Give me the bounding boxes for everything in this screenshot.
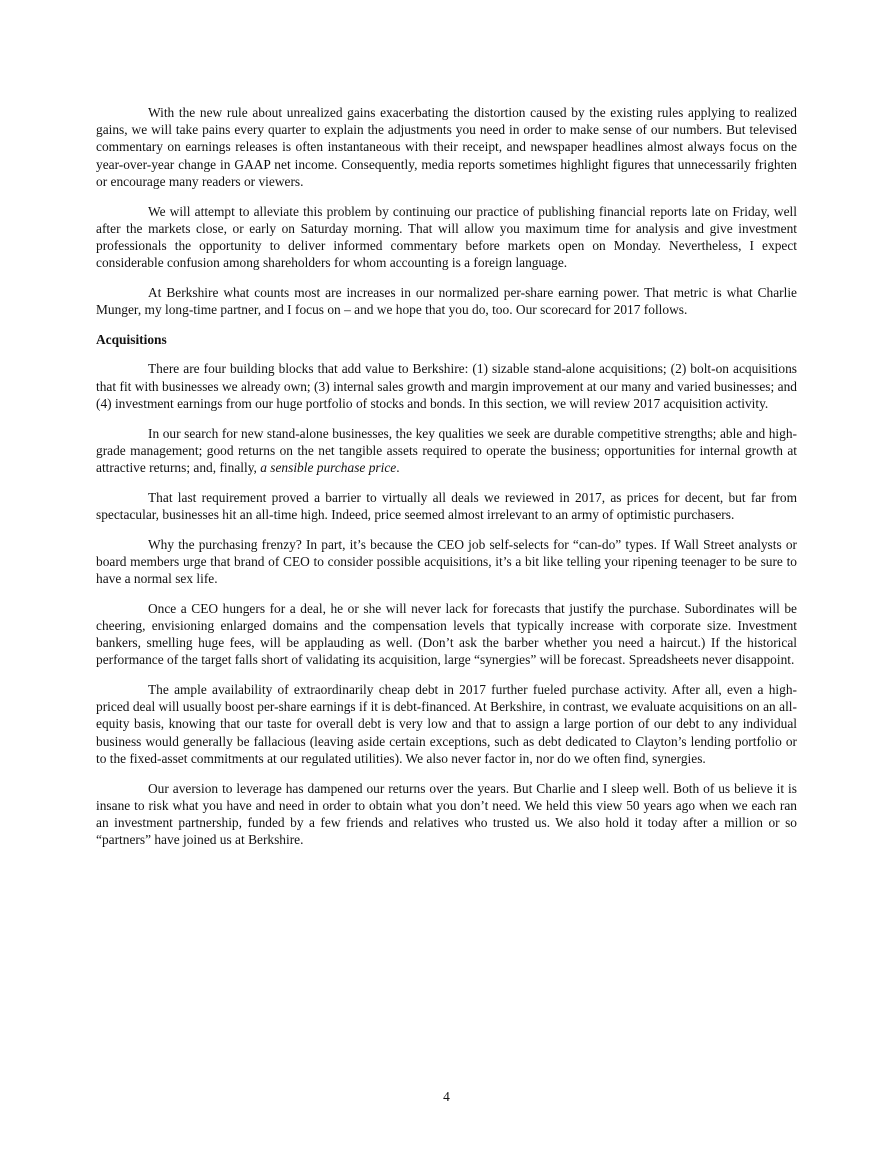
paragraph-cheap-debt: The ample availability of extraordinarily cheap debt in 2017 further fueled purchase activity. After all, even a high-priced deal will usually boost per-share earnings if it is debt-financed. At Berkshire, in contrast, we evaluate acquisitions on an all-equity basis, knowing that our taste for overall debt is very low and that to assign a large portion of our debt to any individual business would generally be fallacious (leaving aside certain exceptions, such as debt dedicated to Clayton’s lending portfolio or to the fixed-asset commitments at our regulated utilities). We also never factor in, nor do we often find, synergies. (96, 681, 797, 766)
paragraph-purchasing-frenzy: Why the purchasing frenzy? In part, it’s because the CEO job self-selects for “can-do” types. If Wall Street analysts or board members urge that brand of CEO to consider possible acquisitions, it’s a bit like telling your ripening teenager to be sure to have a normal sex life. (96, 536, 797, 586)
paragraph-key-qualities-text: In our search for new stand-alone businesses, the key qualities we seek are durable competitive strengths; able and high-grade management; good returns on the net tangible assets required to operate the business; opportunities for internal growth at attractive returns; and, finally, (96, 425, 797, 475)
paragraph-key-qualities-ending: . (396, 459, 400, 475)
paragraph-publishing-reports: We will attempt to alleviate this problem by continuing our practice of publishing financial reports late on Friday, well after the markets close, or early on Saturday morning. That will allow you maximum time for analysis and give investment professionals the opportunity to deliver informed commentary before markets open on Monday. Nevertheless, I expect considerable confusion among shareholders for whom accounting is a foreign language. (96, 203, 797, 271)
paragraph-ceo-hungers: Once a CEO hungers for a deal, he or she will never lack for forecasts that justify the purchase. Subordinates will be cheering, envisioning enlarged domains and the compensation levels that typically increase with corporate size. Investment bankers, smelling huge fees, will be applauding as well. (Don’t ask the barber whether you need a haircut.) If the historical performance of the target falls short of validating its acquisition, large “synergies” will be forecast. Spreadsheets never disappoint. (96, 600, 797, 668)
section-heading-acquisitions: Acquisitions (96, 331, 167, 347)
document-page (96, 104, 797, 861)
page-number: 4 (443, 1089, 450, 1104)
paragraph-unrealized-gains: With the new rule about unrealized gains exacerbating the distortion caused by the existing rules applying to realized gains, we will take pains every quarter to explain the adjustments you need in order to make sense of our numbers. But televised commentary on earnings releases is often instantaneous with their receipt, and newspaper headlines almost always focus on the year-over-year change in GAAP net income. Consequently, media reports sometimes highlight figures that unnecessarily frighten or encourage many readers or viewers. (96, 105, 797, 189)
paragraph-leverage-aversion: Our aversion to leverage has dampened our returns over the years. But Charlie and I sleep well. Both of us believe it is insane to risk what you have and need in order to obtain what you don’t need. We held this view 50 years ago when we each ran an investment partnership, funded by a few friends and relatives who trusted us. We also hold it today after a million or so “partners” have joined us at Berkshire. (96, 780, 797, 848)
paragraph-normalized-earnings: At Berkshire what counts most are increases in our normalized per-share earning power. That metric is what Charlie Munger, my long-time partner, and I focus on – and we hope that you do, too. Our scorecard for 2017 follows. (96, 284, 797, 318)
paragraph-key-qualities (96, 425, 797, 477)
paragraph-building-blocks: There are four building blocks that add value to Berkshire: (1) sizable stand-alone acquisitions; (2) bolt-on acquisitions that fit with businesses we already own; (3) internal sales growth and margin improvement at our many and varied businesses; and (4) investment earnings from our huge portfolio of stocks and bonds. In this section, we will review 2017 acquisition activity. (96, 361, 797, 411)
paragraph-last-requirement: That last requirement proved a barrier to virtually all deals we reviewed in 2017, as prices for decent, but far from spectacular, businesses hit an all-time high. Indeed, price seemed almost irrelevant to an army of optimistic purchasers. (96, 489, 797, 522)
emphasis-sensible-purchase-price: a sensible purchase price (260, 459, 397, 475)
